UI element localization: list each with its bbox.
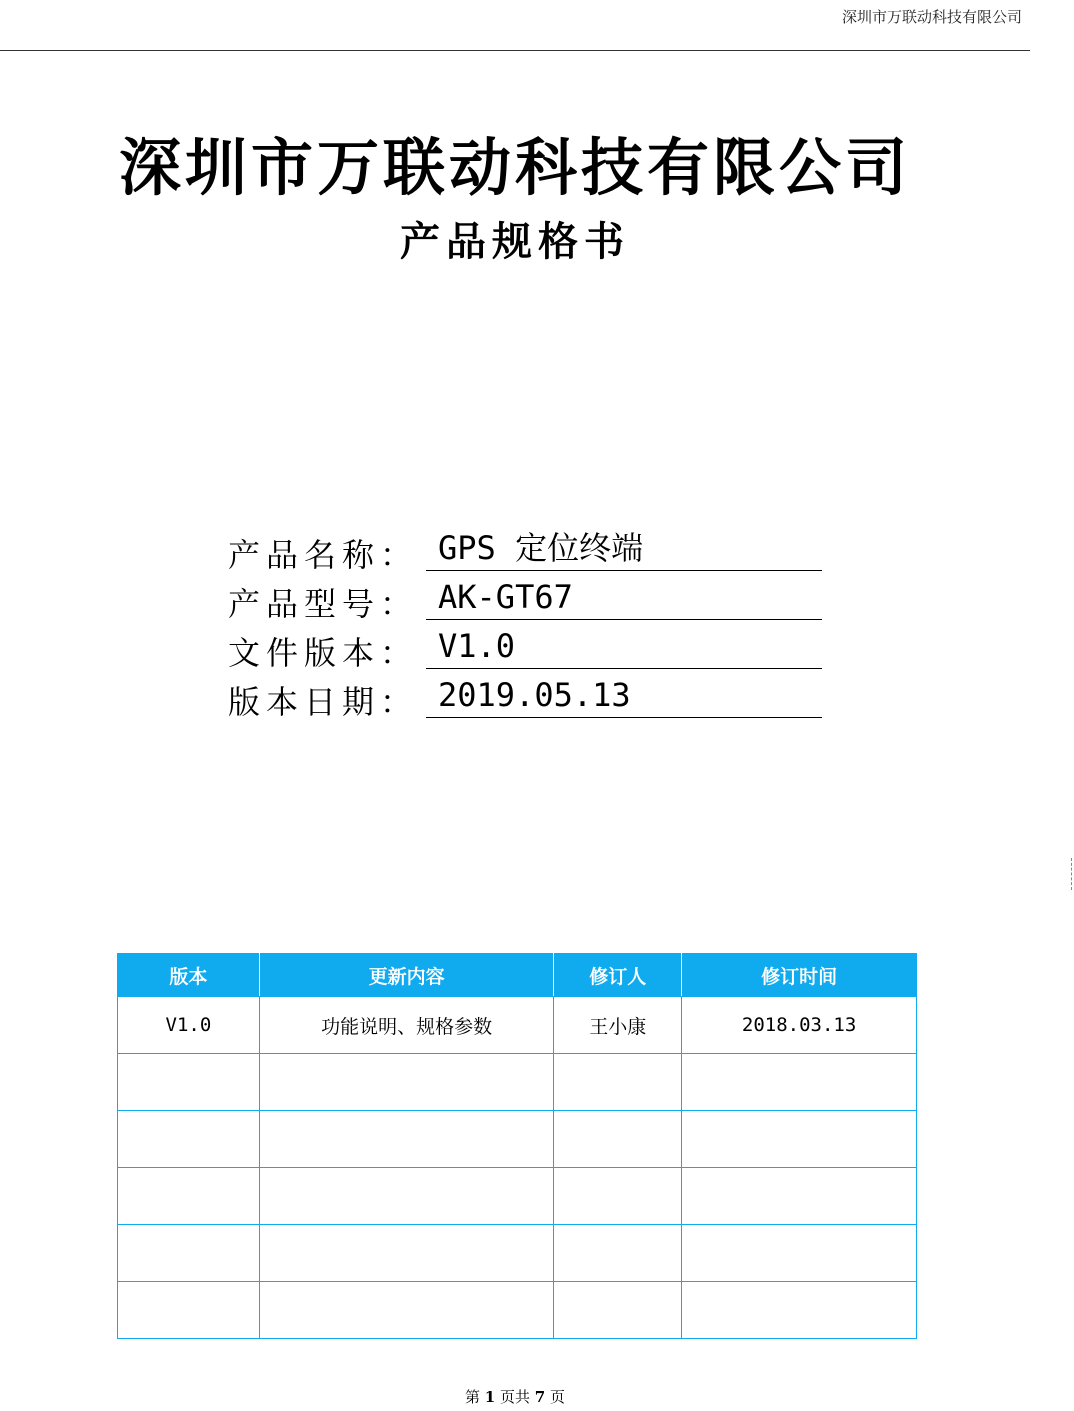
table-row [118, 1282, 917, 1339]
footer-suffix: 页 [545, 1388, 565, 1406]
table-row [118, 1054, 917, 1111]
table-cell [259, 1225, 554, 1282]
document-title: 产品规格书 [400, 218, 630, 265]
column-header-date: 修订时间 [682, 954, 917, 997]
table-cell [259, 1111, 554, 1168]
info-label: 产品名称： [228, 536, 419, 574]
column-header-reviser: 修订人 [554, 954, 682, 997]
info-value: GPS 定位终端 [426, 524, 822, 571]
table-row [118, 997, 917, 1054]
table-cell [682, 1225, 917, 1282]
table-cell: 功能说明、规格参数 [259, 997, 554, 1054]
table-row [118, 1225, 917, 1282]
running-header: 深圳市万联动科技有限公司 [841, 8, 1022, 26]
info-row-file-version [228, 622, 828, 671]
table-cell [259, 1054, 554, 1111]
table-cell [259, 1168, 554, 1225]
info-row-product-model [228, 573, 828, 622]
footer-mid: 页共 [495, 1388, 535, 1406]
table-cell [554, 1168, 682, 1225]
company-title: 深圳市万联动科技有限公司 [118, 131, 911, 204]
info-row-product-name [228, 524, 828, 573]
info-row-version-date [228, 671, 828, 720]
column-header-version: 版本 [118, 954, 260, 997]
table-cell [118, 1282, 260, 1339]
footer-total-pages: 7 [534, 1388, 546, 1406]
page-footer [0, 1386, 1030, 1407]
info-label: 产品型号： [228, 585, 419, 623]
table-row [118, 1111, 917, 1168]
table-cell [682, 1282, 917, 1339]
table-cell [118, 1168, 260, 1225]
info-label: 文件版本： [228, 634, 419, 672]
info-value: AK-GT67 [426, 573, 822, 620]
page-edge-mark [1071, 858, 1072, 890]
table-cell [118, 1111, 260, 1168]
table-cell: 2018.03.13 [682, 997, 917, 1054]
footer-prefix: 第 [465, 1388, 485, 1406]
table-cell [118, 1054, 260, 1111]
table-cell [682, 1111, 917, 1168]
table-cell: V1.0 [118, 997, 260, 1054]
info-label: 版本日期： [228, 683, 419, 721]
table-cell [554, 1054, 682, 1111]
table-cell [682, 1168, 917, 1225]
info-value: 2019.05.13 [426, 671, 822, 718]
table-cell [118, 1225, 260, 1282]
table-header-row [118, 954, 917, 997]
table-cell [259, 1282, 554, 1339]
column-header-content: 更新内容 [259, 954, 554, 997]
table-cell [554, 1282, 682, 1339]
table-cell [554, 1111, 682, 1168]
info-value: V1.0 [426, 622, 822, 669]
table-cell [682, 1054, 917, 1111]
table-cell: 王小康 [554, 997, 682, 1054]
footer-page-number: 1 [484, 1388, 496, 1406]
header-divider [0, 50, 1030, 51]
table-cell [554, 1225, 682, 1282]
table-row [118, 1168, 917, 1225]
revision-history-table [117, 953, 917, 1339]
product-info-block [228, 524, 828, 720]
